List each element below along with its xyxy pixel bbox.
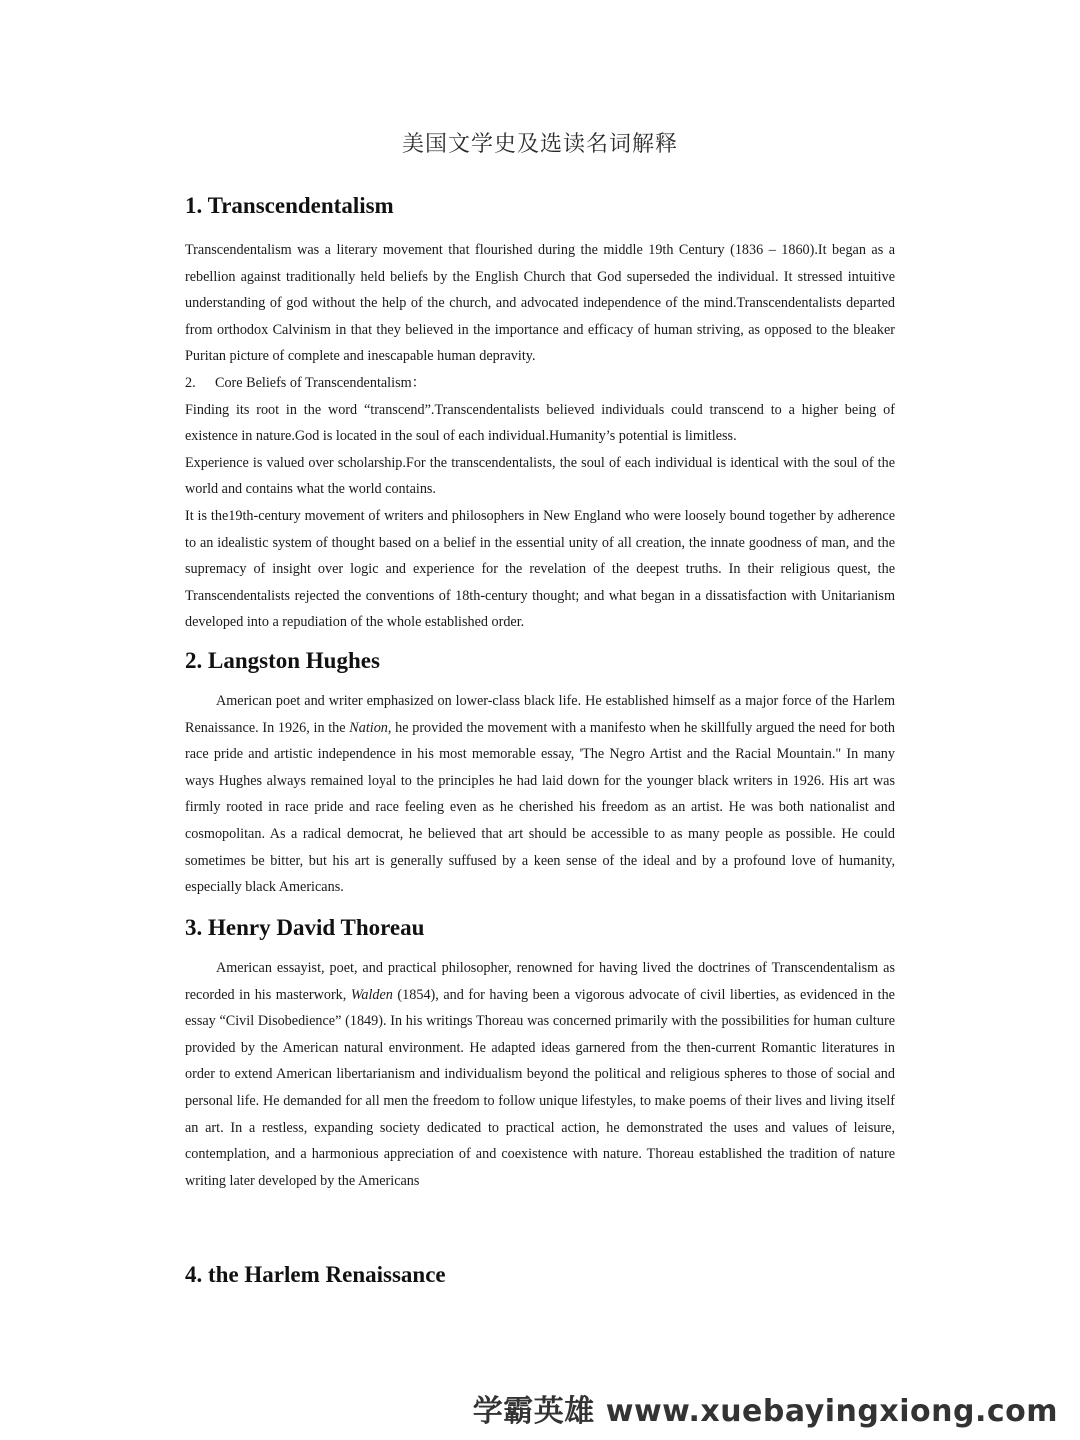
paragraph: Finding its root in the word “transcend”.Transcendentalists believed individuals could transcend to a higher being of existence in nature.God is located in the soul of each individual.Humanity’s potential is limitless.: [185, 401, 895, 445]
section-heading: 1. Transcendentalism: [185, 193, 394, 218]
section-henry-david-thoreau: [185, 915, 895, 1194]
section-heading: 3. Henry David Thoreau: [185, 915, 425, 940]
section-heading: 4. the Harlem Renaissance: [185, 1262, 446, 1287]
document-title: 美国文学史及选读名词解释: [401, 131, 678, 157]
paragraph: Transcendentalism was a literary movement that flourished during the middle 19th Century (1836 – 1860).It began as a rebellion against traditionally held beliefs by the English Church that God superseded the individual. It stressed intuitive understanding of god without the help of the church, and advocated independence of the mind.Transcendentalists departed from orthodox Calvinism in that they believed in the importance and efficacy of human striving, as opposed to the bleaker Puritan picture of complete and inescapable human depravity.: [185, 242, 895, 365]
paragraph: It is the19th-century movement of writers and philosophers in New England who were loosely bound together by adherence to an idealistic system of thought based on a belief in the essential unity of all creation, the innate goodness of man, and the supremacy of insight over logic and experience for the revelation of the deepest truths. In their religious quest, the Transcendentalists rejected the conventions of 18th-century thought; and what began in a dissatisfaction with Unitarianism developed into a repudiation of the whole established order.: [185, 507, 895, 631]
text-run: (1854), and for having been a vigorous advocate of civil liberties, as evidenced in the essay “Civil Disobedience” (1849). In his writings Thoreau was concerned primarily with the possibilities for human culture provided by the American natural environment. He adapted ideas garnered from the then-current Romantic literatures in order to extend American libertarianism and individualism beyond the political and religious spheres to those of social and personal life. He demanded for all men the freedom to follow unique lifestyles, to make poems of their lives and living itself an art. In a restless, expanding society dedicated to practical action, he demonstrated the uses and values of leisure, contemplation, and a harmonious appreciation of and coexistence with nature. Thoreau established the tradition of nature writing later developed by the Americans: [185, 986, 895, 1189]
watermark: 学霸英雄 www.xuebayingxiong.com: [472, 1394, 1058, 1429]
sub-number: 2.: [185, 374, 196, 391]
section-harlem-renaissance: [185, 1262, 895, 1288]
paragraph: [185, 688, 895, 901]
italic-title: Walden: [350, 986, 393, 1003]
text-run: American poet and writer emphasized on lower-class black life. He established himself as a major force of the Harlem Renaissance. In 1926, in the: [185, 693, 895, 736]
sub-title: Core Beliefs of Transcendentalism：: [215, 374, 426, 391]
italic-title: Nation: [349, 719, 388, 736]
paragraph: [185, 955, 895, 1194]
text-run: , he provided the movement with a manifesto when he skillfully argued the need for both race pride and artistic independence in his most memorable essay, 'The Negro Artist and the Racial Mountain." In many ways Hughes always remained loyal to the principles he had laid down for the younger black writers in 1926. His art was firmly rooted in race pride and race feeling even as he cherished his freedom as an artist. He was both nationalist and cosmopolitan. As a radical democrat, he believed that art should be accessible to as many people as possible. He could sometimes be bitter, but his art is generally suffused by a keen sense of the ideal and by a profound love of humanity, especially black Americans.: [185, 719, 895, 896]
section-heading: 2. Langston Hughes: [185, 648, 380, 673]
paragraph: Experience is valued over scholarship.For the transcendentalists, the soul of each individual is identical with the soul of the world and contains what the world contains.: [185, 454, 895, 498]
section-transcendentalism: [185, 193, 895, 636]
text-run: American essayist, poet, and practical philosopher, renowned for having lived the doctrines of Transcendentalism as recorded in his masterwork,: [185, 960, 895, 1003]
numbered-subheading: [185, 370, 895, 397]
section-langston-hughes: [185, 648, 895, 901]
